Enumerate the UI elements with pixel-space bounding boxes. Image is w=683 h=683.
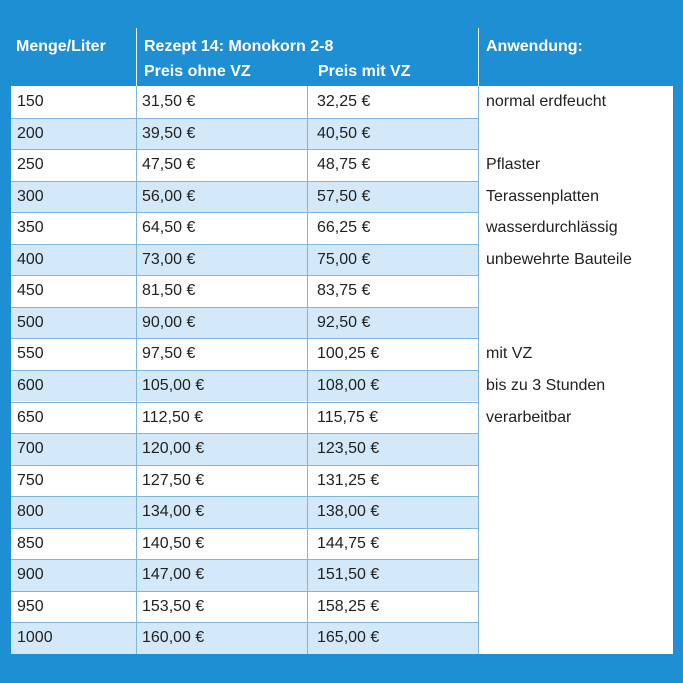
cell-price-without: 56,00 € [142,187,196,205]
table-row [11,149,478,181]
table-row [11,181,478,213]
row-divider [11,244,478,245]
cell-price-with: 158,25 € [317,597,380,615]
row-divider [11,149,478,150]
table-row [11,307,478,339]
cell-menge: 800 [17,503,44,521]
cell-menge: 900 [17,566,44,584]
cell-price-with: 144,75 € [317,534,380,552]
cell-price-without: 120,00 € [142,440,205,458]
cell-menge: 600 [17,376,44,394]
cell-menge: 250 [17,156,44,174]
table-row [11,433,478,465]
cell-price-with: 131,25 € [317,471,380,489]
header-recipe-title: Rezept 14: Monokorn 2-8 [144,38,334,55]
column-divider [307,86,308,654]
cell-price-with: 32,25 € [317,93,371,110]
row-divider [11,402,478,403]
table-row [11,622,478,654]
column-divider [478,86,479,654]
anwendung-note: Pflaster [486,156,541,174]
cell-price-without: 127,50 € [142,471,205,489]
cell-price-without: 153,50 € [142,597,205,615]
cell-menge: 1000 [17,629,53,647]
row-divider [11,559,478,560]
table-row [11,118,478,150]
cell-price-without: 112,50 € [142,408,204,426]
price-table-body [11,86,673,654]
cell-price-with: 92,50 € [317,313,371,331]
row-divider [11,275,478,276]
cell-menge: 950 [17,597,44,615]
cell-price-without: 47,50 € [142,156,196,174]
cell-menge: 850 [17,534,44,552]
anwendung-note: wasserdurchlässig [486,219,618,237]
table-row [11,591,478,623]
row-divider [11,496,478,497]
anwendung-note: unbewehrte Bauteile [486,250,632,268]
cell-price-with: 48,75 € [317,156,371,174]
table-row [11,496,478,528]
cell-price-with: 115,75 € [317,408,379,426]
table-row [11,465,478,497]
table-header [0,0,683,86]
anwendung-note: Terassenplatten [486,187,599,205]
cell-menge: 750 [17,471,44,489]
anwendung-note: normal erdfeucht [486,93,607,110]
row-divider [11,465,478,466]
cell-menge: 150 [17,93,44,110]
cell-price-without: 39,50 € [142,124,196,142]
cell-price-with: 66,25 € [317,219,371,237]
anwendung-note: bis zu 3 Stunden [486,376,606,394]
row-divider [11,433,478,434]
table-row [11,244,478,276]
table-row [11,402,478,434]
cell-menge: 200 [17,124,44,142]
cell-price-with: 57,50 € [317,187,371,205]
row-divider [11,118,478,119]
cell-price-with: 108,00 € [317,376,380,394]
cell-menge: 550 [17,345,44,363]
cell-menge: 300 [17,187,44,205]
cell-price-without: 81,50 € [142,282,196,300]
cell-price-without: 31,50 € [142,93,196,110]
header-price-with: Preis mit VZ [318,63,411,80]
cell-price-without: 73,00 € [142,250,196,268]
column-divider [136,86,137,654]
header-menge: Menge/Liter [16,38,106,55]
header-divider [478,28,479,86]
cell-price-without: 90,00 € [142,313,196,331]
cell-price-without: 64,50 € [142,219,196,237]
cell-price-with: 75,00 € [317,250,371,268]
header-divider [136,28,137,86]
row-divider [11,338,478,339]
row-divider [11,528,478,529]
row-divider [11,181,478,182]
header-anwendung: Anwendung: [486,38,583,55]
cell-price-without: 134,00 € [142,503,205,521]
cell-price-with: 123,50 € [317,440,380,458]
anwendung-note: mit VZ [486,345,533,363]
cell-price-with: 100,25 € [317,345,380,363]
row-divider [11,370,478,371]
cell-price-with: 165,00 € [317,629,380,647]
cell-price-with: 138,00 € [317,503,380,521]
header-price-without: Preis ohne VZ [144,63,251,80]
table-row [11,275,478,307]
table-row [11,528,478,560]
anwendung-note: verarbeitbar [486,408,572,426]
cell-price-without: 147,00 € [142,566,205,584]
table-row [11,559,478,591]
cell-price-without: 97,50 € [142,345,196,363]
cell-menge: 450 [17,282,44,300]
cell-price-without: 160,00 € [142,629,205,647]
cell-menge: 650 [17,408,44,426]
row-divider [11,591,478,592]
cell-menge: 700 [17,440,44,458]
cell-price-without: 140,50 € [142,534,205,552]
cell-price-with: 40,50 € [317,124,371,142]
row-divider [11,212,478,213]
cell-menge: 350 [17,219,44,237]
cell-menge: 400 [17,250,44,268]
cell-menge: 500 [17,313,44,331]
row-divider [11,622,478,623]
table-row [11,370,478,402]
cell-price-with: 83,75 € [317,282,371,300]
cell-price-without: 105,00 € [142,376,205,394]
table-row [11,338,478,370]
table-row [11,212,478,244]
cell-price-with: 151,50 € [317,566,380,584]
table-row [11,86,478,118]
row-divider [11,307,478,308]
